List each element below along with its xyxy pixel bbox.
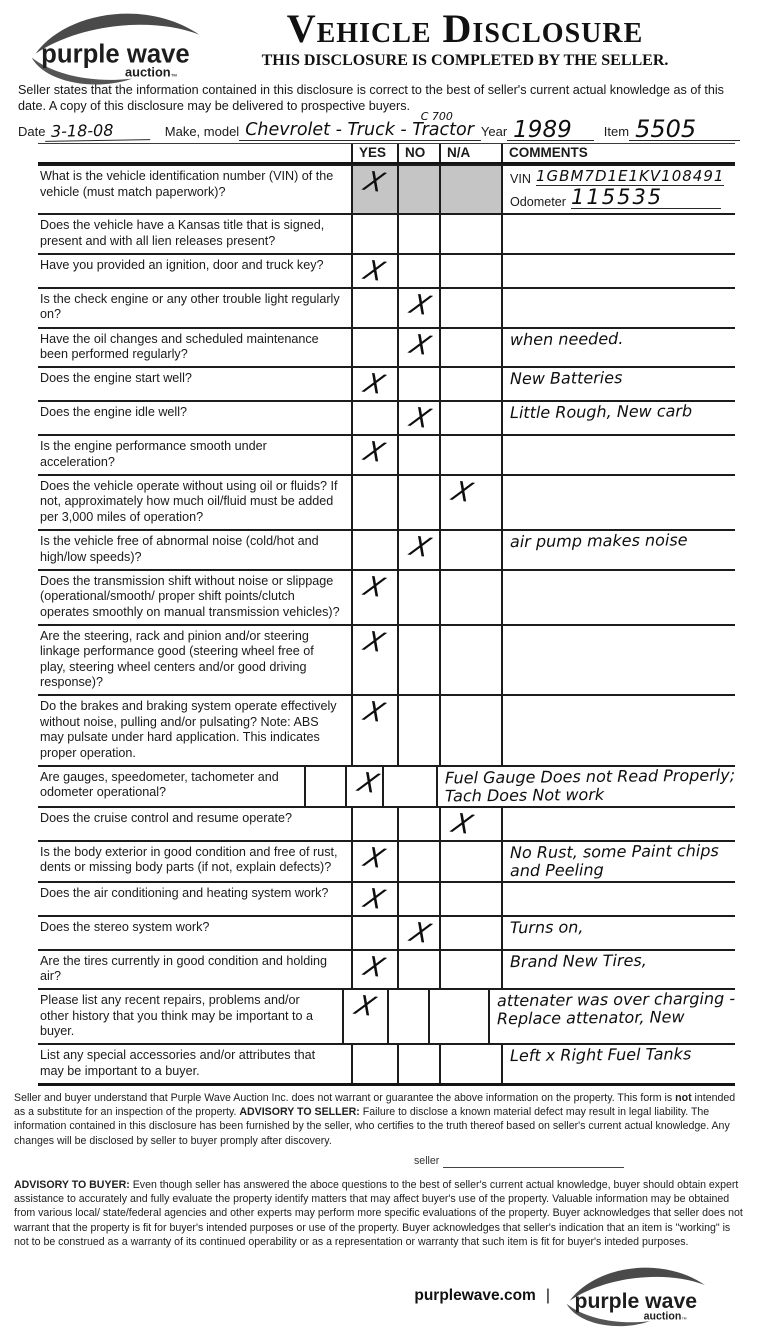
na-cell (439, 696, 501, 764)
yes-cell (351, 917, 397, 949)
table-row (38, 529, 735, 569)
x-mark: X (351, 990, 379, 1023)
question-text: Have the oil changes and scheduled maintenance been performed regularly? (40, 331, 319, 362)
yes-cell (351, 951, 397, 989)
buyer-paragraph (14, 1178, 744, 1249)
question-header-cell (38, 144, 351, 162)
comments-cell (501, 289, 735, 327)
question-text: Does the stereo system work? (40, 919, 210, 934)
no-cell (397, 368, 439, 400)
vin-odometer-block (510, 167, 735, 209)
comments-cell (501, 402, 735, 434)
table-row (38, 213, 735, 253)
question-cell (38, 329, 351, 367)
table-body (38, 164, 735, 1083)
x-mark: X (360, 255, 389, 288)
comments-cell (501, 215, 735, 253)
year-value: 1989 (507, 120, 594, 142)
question-text: Does the vehicle have a Kansas title that is signed, present and with all lien releases present? (40, 218, 325, 248)
comments-header-cell: COMMENTS (501, 144, 735, 162)
no-cell (397, 696, 439, 764)
no-cell (397, 166, 439, 213)
x-mark: X (406, 289, 435, 322)
no-cell (397, 255, 439, 287)
question-cell (38, 883, 351, 915)
comments-cell (501, 436, 735, 474)
no-cell (397, 329, 439, 367)
x-mark: X (448, 808, 477, 841)
no-cell (397, 842, 439, 881)
table-row (38, 569, 735, 624)
yes-header-cell: YES (351, 144, 397, 162)
legal-text-segment: ADVISORY TO BUYER: (14, 1178, 130, 1191)
yes-cell (351, 436, 397, 474)
comments-cell (501, 808, 735, 840)
table-row (38, 806, 735, 840)
na-cell (382, 767, 436, 806)
question-text: Do the brakes and braking system operate effectively without noise, pulling and/or pulsating? Note: ABS may pulsate under hard application. This indicates proper operation. (40, 699, 337, 760)
no-cell (397, 215, 439, 253)
question-cell (38, 917, 351, 949)
handwritten-comment: attenater was over charging - (496, 988, 736, 1011)
fields-row (18, 110, 740, 143)
logo-tm-text: ™ (170, 73, 178, 81)
logo-name-text: purple wave (41, 40, 190, 69)
table-row (38, 915, 735, 949)
handwritten-comment: New Batteries (509, 368, 623, 389)
na-header-cell: N/A (439, 144, 501, 162)
comments-cell (501, 255, 735, 287)
na-cell (439, 402, 501, 434)
x-mark: X (360, 571, 389, 604)
question-cell (38, 531, 351, 569)
x-mark: X (360, 626, 389, 659)
yes-cell (351, 329, 397, 367)
legal-text-segment: not (675, 1092, 692, 1105)
na-cell (439, 329, 501, 367)
comments-cell (501, 842, 735, 881)
x-mark: X (360, 842, 389, 875)
yes-cell (351, 696, 397, 764)
table-row (38, 840, 735, 881)
question-cell (38, 696, 351, 764)
question-cell (38, 767, 304, 806)
x-mark: X (360, 696, 389, 730)
legal-text-segment: Seller and buyer understand that Purple Wave Auction Inc. does not warrant or guarantee the above information on the property. This form is (14, 1092, 676, 1105)
question-cell (38, 842, 351, 881)
na-cell (439, 255, 501, 287)
na-cell (439, 571, 501, 624)
handwritten-comment: Little Rough, New carb (509, 401, 693, 423)
footer (0, 1263, 710, 1329)
yes-cell (351, 215, 397, 253)
vin-value: 1GBM7D1E1KV108491 (536, 167, 725, 186)
yes-cell (351, 402, 397, 434)
vin-label: VIN (510, 172, 531, 187)
question-cell (38, 626, 351, 694)
legal-text-segment: intended as a substitute for an inspection of the property. (14, 1092, 736, 1119)
purplewave-logo (22, 8, 207, 93)
footer-logo-sub-text: auction (643, 1310, 682, 1323)
yes-cell (351, 289, 397, 327)
yes-cell (351, 808, 397, 840)
make-model-superscript: C 700 (420, 110, 453, 124)
x-mark: X (448, 476, 477, 509)
handwritten-comment: when needed. (509, 328, 624, 349)
seller-signature-line (414, 1154, 624, 1168)
comments-cell (501, 368, 735, 400)
no-cell (397, 626, 439, 694)
seller-signature-label: seller (414, 1154, 440, 1167)
comments-cell (501, 476, 735, 529)
table-row (38, 164, 735, 213)
question-text: Is the body exterior in good condition and free of rust, dents or missing body parts (if not, explain defects)? (40, 844, 338, 875)
intro-paragraph: Seller states that the information contained in this disclosure is correct to the best of seller's current actual knowledge as of this date. A copy of this disclosure may be delivered to prospective buyers. (18, 83, 724, 114)
x-mark: X (406, 402, 435, 436)
handwritten-comment: Replace attenator, New (496, 1007, 685, 1029)
na-cell (439, 1045, 501, 1083)
na-cell (439, 368, 501, 400)
no-cell (397, 917, 439, 949)
table-header-row (38, 143, 735, 164)
yes-cell (351, 1045, 397, 1083)
question-text: Does the air conditioning and heating system work? (40, 885, 329, 900)
footer-logo-name-text: purple wave (574, 1289, 698, 1313)
x-mark: X (360, 882, 389, 916)
na-cell (439, 883, 501, 915)
no-cell (397, 1045, 439, 1083)
question-cell (38, 476, 351, 529)
x-mark: X (406, 531, 435, 564)
question-cell (38, 951, 351, 989)
comments-cell (501, 531, 735, 569)
footer-logo-tm-text: ™ (681, 1317, 687, 1324)
x-mark: X (354, 767, 382, 800)
no-cell (387, 990, 428, 1043)
purplewave-logo-icon (22, 8, 207, 88)
comments-cell (501, 883, 735, 915)
odometer-line (510, 185, 735, 210)
question-text: Are gauges, speedometer, tachometer and odometer operational? (40, 769, 279, 800)
na-cell (439, 436, 501, 474)
yes-cell (304, 767, 344, 806)
question-cell (38, 402, 351, 434)
no-cell (397, 289, 439, 327)
page-subtitle: THIS DISCLOSURE IS COMPLETED BY THE SELLER. (261, 52, 669, 69)
no-cell (397, 436, 439, 474)
question-cell (38, 808, 351, 840)
x-mark: X (360, 166, 389, 199)
purplewave-footer-logo-icon (560, 1263, 710, 1329)
x-mark: X (406, 916, 435, 950)
question-text: What is the vehicle identification number (VIN) of the vehicle (must match paperwork)? (40, 169, 334, 199)
question-cell (38, 215, 351, 253)
legal-text-segment: ADVISORY TO SELLER: (239, 1106, 360, 1119)
question-cell (38, 990, 342, 1043)
website-text: purplewave.com (414, 1286, 536, 1304)
no-cell (397, 951, 439, 989)
comments-cell (501, 1045, 735, 1083)
handwritten-comment: Fuel Gauge Does not Read Properly; (444, 765, 736, 788)
question-cell (38, 255, 351, 287)
make-model-value (239, 110, 481, 141)
yes-cell (351, 571, 397, 624)
no-cell (397, 531, 439, 569)
table-row (38, 287, 735, 327)
yes-cell (351, 166, 397, 213)
form-header (0, 6, 758, 81)
make-model-text: Chevrolet - Truck - Tractor (245, 120, 474, 141)
na-cell (439, 289, 501, 327)
yes-cell (351, 883, 397, 915)
table-row (38, 624, 735, 694)
x-mark: X (360, 368, 389, 402)
na-cell (439, 476, 501, 529)
x-mark: X (406, 329, 435, 362)
comments-cell (501, 917, 735, 949)
handwritten-comment: Tach Does Not work (444, 784, 605, 806)
question-cell (38, 166, 351, 213)
na-cell (439, 917, 501, 949)
question-text: Does the transmission shift without noise or slippage (operational/smooth/ proper shift points/clutch operates smoothly on manual transmission vehicles)? (40, 573, 340, 619)
x-mark: X (360, 950, 389, 984)
table-row (38, 1043, 735, 1083)
item-value: 5505 (629, 119, 740, 142)
question-text: Is the engine performance smooth under acceleration? (40, 439, 267, 469)
legal-text-segment: Failure to disclose a known material defect may result in legal liability. The information contained in this disclosure has been furnished by the seller, who certifies to the truth thereof based on seller's current actual knowledge. Any changes will be disclosed by seller to buyer promply after discovery. (14, 1106, 730, 1147)
no-cell (345, 767, 382, 806)
odometer-value: 115535 (571, 188, 721, 209)
handwritten-comment: and Peeling (509, 859, 604, 880)
comments-cell (501, 571, 735, 624)
comments-cell (501, 626, 735, 694)
table-row (38, 765, 735, 806)
question-text: Are the steering, rack and pinion and/or steering linkage performance good (steering wheel free of play, steering wheel centers and/or good driving response)? (40, 629, 314, 690)
yes-cell (342, 990, 387, 1043)
disclosure-table (38, 143, 735, 1086)
make-model-label: Make, model (164, 124, 240, 140)
yes-cell (351, 842, 397, 881)
legal-text-segment: Even though seller has answered the aboce questions to the best of seller's current actual knowledge, buyer should obtain expert assistance to accurately and fully evaluate the property identify matters that may affect buyer's use of the property. Valuable information may be obtained from various local/ state/federal agencies and other experts may perform more specific evaluations of the property. Buyer acknowledges that seller does not warrant that the property is fit for buyer's intended purposes or use of the property. Buyer acknowledges that seller's indication that an item is "working" is not to be construed as a warranty of its continued operability or as a representation or warranty that such item is fit for buyer's inteded purposes. (14, 1178, 743, 1248)
na-cell (439, 951, 501, 989)
na-cell (439, 626, 501, 694)
question-cell (38, 1045, 351, 1083)
table-row (38, 474, 735, 529)
title-block (195, 8, 735, 70)
question-cell (38, 289, 351, 327)
na-cell (439, 531, 501, 569)
seller-paragraph (14, 1091, 744, 1148)
no-cell (397, 883, 439, 915)
x-mark: X (360, 436, 389, 470)
question-text: Have you provided an ignition, door and truck key? (40, 257, 324, 272)
no-cell (397, 571, 439, 624)
question-text: Does the vehicle operate without using oil or fluids? If not, approximately how much oil/fluid must be added per 3,000 miles of operation? (40, 479, 338, 524)
table-row (38, 253, 735, 287)
handwritten-comment: Turns on, (509, 916, 584, 937)
table-row (38, 400, 735, 434)
footer-divider: | (545, 1286, 550, 1304)
comments-cell (501, 329, 735, 367)
question-text: Is the vehicle free of abnormal noise (cold/hot and high/low speeds)? (40, 534, 319, 564)
yes-cell (351, 368, 397, 400)
handwritten-comment: air pump makes noise (509, 530, 688, 552)
legal-section (14, 1091, 744, 1249)
na-cell (439, 808, 501, 840)
comments-cell (436, 767, 735, 806)
comments-cell (501, 951, 735, 989)
yes-cell (351, 626, 397, 694)
table-row (38, 366, 735, 400)
date-value: 3-18-08 (45, 120, 151, 142)
question-text: List any special accessories and/or attributes that may be important to a buyer. (40, 1048, 316, 1078)
handwritten-comment: No Rust, some Paint chips (509, 840, 719, 862)
yes-cell (351, 531, 397, 569)
yes-cell (351, 255, 397, 287)
no-header-cell: NO (397, 144, 439, 162)
table-row (38, 988, 735, 1043)
table-row (38, 327, 735, 367)
seller-signature-rule (443, 1156, 624, 1168)
no-cell (397, 808, 439, 840)
question-text: Does the cruise control and resume operate? (40, 810, 293, 825)
table-row (38, 949, 735, 989)
question-cell (38, 436, 351, 474)
comments-cell (501, 696, 735, 764)
table-row (38, 694, 735, 764)
no-cell (397, 402, 439, 434)
no-cell (397, 476, 439, 529)
handwritten-comment: Brand New Tires, (509, 950, 647, 971)
item-label: Item (603, 124, 630, 140)
comments-cell (488, 990, 735, 1043)
na-cell (439, 166, 501, 213)
question-cell (38, 368, 351, 400)
question-text: Please list any recent repairs, problems and/or other history that you think may be important to a buyer. (40, 993, 314, 1038)
question-text: Is the check engine or any other trouble light regularly on? (40, 291, 340, 322)
date-label: Date (18, 124, 46, 140)
question-text: Are the tires currently in good condition and holding air? (40, 953, 328, 983)
question-text: Does the engine idle well? (40, 405, 188, 420)
year-label: Year (480, 124, 508, 140)
vin-line (510, 167, 735, 186)
logo-sub-text: auction (124, 64, 171, 80)
table-row (38, 434, 735, 474)
question-text: Does the engine start well? (40, 371, 192, 386)
na-cell (428, 990, 488, 1043)
handwritten-comment: Left x Right Fuel Tanks (509, 1044, 692, 1066)
comments-cell (501, 166, 735, 213)
na-cell (439, 215, 501, 253)
yes-cell (351, 476, 397, 529)
table-row (38, 881, 735, 915)
question-cell (38, 571, 351, 624)
odometer-label: Odometer (510, 195, 566, 210)
na-cell (439, 842, 501, 881)
page-title: Vehicle Disclosure (286, 6, 644, 51)
